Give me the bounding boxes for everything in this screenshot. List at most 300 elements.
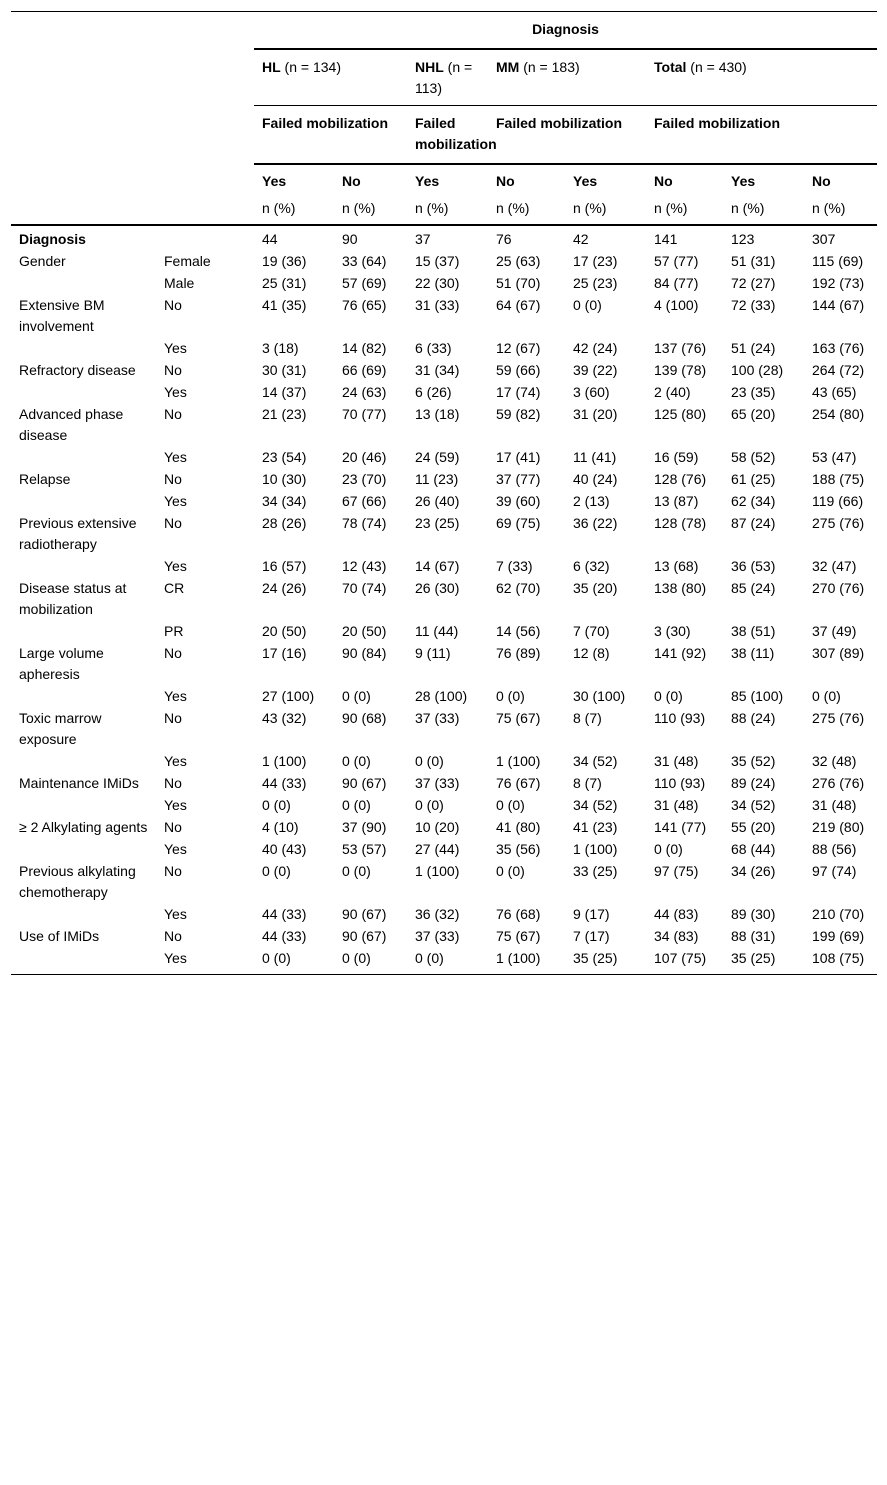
value-cell: 125 (80): [654, 406, 707, 422]
row-sublabel: Yes: [164, 688, 187, 704]
value-cell: 24 (63): [342, 384, 387, 400]
no-header: No: [646, 164, 723, 198]
value-cell: 31 (34): [415, 362, 460, 378]
row-sublabel: No: [164, 406, 182, 422]
row-sublabel: No: [164, 645, 182, 661]
value-cell: 163 (76): [812, 340, 865, 356]
value-cell: 6 (32): [573, 558, 610, 574]
value-cell: 37 (77): [496, 471, 541, 487]
row-label: Diagnosis: [19, 231, 86, 247]
row-label: Use of IMiDs: [19, 928, 100, 944]
value-cell: 35 (52): [731, 753, 776, 769]
value-cell: 123: [731, 231, 755, 247]
table-row: [11, 795, 877, 817]
value-cell: 84 (77): [654, 275, 699, 291]
value-cell: 8 (7): [573, 710, 602, 726]
value-cell: 28 (100): [415, 688, 468, 704]
value-cell: 1 (100): [496, 753, 541, 769]
value-cell: 24 (26): [262, 580, 307, 596]
value-cell: 42: [573, 231, 589, 247]
value-cell: 4 (100): [654, 297, 699, 313]
row-label: [11, 338, 156, 360]
value-cell: 0 (0): [812, 688, 841, 704]
row-sublabel: No: [164, 928, 182, 944]
value-cell: 31 (48): [654, 797, 699, 813]
row-sublabel: No: [164, 362, 182, 378]
row-sublabel: Yes: [164, 449, 187, 465]
failed-mobilization-mm: Failed mobilization: [488, 106, 646, 165]
value-cell: 0 (0): [573, 297, 602, 313]
value-cell: 1 (100): [573, 841, 618, 857]
row-sublabel: PR: [164, 623, 184, 639]
value-cell: 0 (0): [496, 863, 525, 879]
value-cell: 141 (92): [654, 645, 707, 661]
group-header-total: [646, 49, 877, 106]
value-cell: 36 (22): [573, 515, 618, 531]
value-cell: 8 (7): [573, 775, 602, 791]
row-sublabel: No: [164, 819, 182, 835]
value-cell: 76 (67): [496, 775, 541, 791]
row-label: [11, 556, 156, 578]
value-cell: 2 (13): [573, 493, 610, 509]
table-row: [11, 382, 877, 404]
value-cell: 90 (67): [342, 906, 387, 922]
value-cell: 30 (31): [262, 362, 307, 378]
value-cell: 58 (52): [731, 449, 776, 465]
table-row: [11, 751, 877, 773]
value-cell: 43 (32): [262, 710, 307, 726]
value-cell: 41 (80): [496, 819, 541, 835]
value-cell: 0 (0): [262, 863, 291, 879]
value-cell: 53 (47): [812, 449, 857, 465]
value-cell: 141: [654, 231, 678, 247]
yes-header: Yes: [723, 164, 804, 198]
value-cell: 27 (100): [262, 688, 315, 704]
unit-header: n (%): [496, 200, 530, 216]
row-sublabel: Yes: [164, 558, 187, 574]
value-cell: 32 (48): [812, 753, 857, 769]
table-row: [11, 621, 877, 643]
value-cell: 42 (24): [573, 340, 618, 356]
value-cell: 210 (70): [812, 906, 865, 922]
value-cell: 24 (59): [415, 449, 460, 465]
value-cell: 264 (72): [812, 362, 865, 378]
value-cell: 59 (66): [496, 362, 541, 378]
unit-header: n (%): [415, 200, 449, 216]
value-cell: 128 (78): [654, 515, 707, 531]
table-row: [11, 578, 877, 621]
value-cell: 51 (70): [496, 275, 541, 291]
value-cell: 72 (33): [731, 297, 776, 313]
row-sublabel: [156, 225, 254, 251]
value-cell: 3 (60): [573, 384, 610, 400]
value-cell: 33 (25): [573, 863, 618, 879]
value-cell: 34 (52): [573, 753, 618, 769]
value-cell: 19 (36): [262, 253, 307, 269]
value-cell: 57 (69): [342, 275, 387, 291]
yes-header: Yes: [254, 164, 334, 198]
row-sublabel: No: [164, 297, 182, 313]
value-cell: 35 (56): [496, 841, 541, 857]
table-row: [11, 817, 877, 839]
diagnosis-header: Diagnosis: [254, 12, 877, 50]
value-cell: 144 (67): [812, 297, 865, 313]
value-cell: 7 (70): [573, 623, 610, 639]
value-cell: 0 (0): [342, 688, 371, 704]
value-cell: 110 (93): [654, 775, 706, 791]
value-cell: 31 (48): [812, 797, 857, 813]
row-label: Large volume apheresis: [19, 645, 104, 682]
table-row: [11, 904, 877, 926]
value-cell: 0 (0): [334, 948, 407, 975]
row-label: [11, 839, 156, 861]
row-label: Disease status at mobilization: [19, 580, 127, 617]
value-cell: 34 (26): [731, 863, 776, 879]
value-cell: 23 (54): [262, 449, 307, 465]
value-cell: 14 (37): [262, 384, 307, 400]
row-sublabel: Yes: [164, 841, 187, 857]
value-cell: 37: [415, 231, 431, 247]
value-cell: 51 (24): [731, 340, 776, 356]
value-cell: 276 (76): [812, 775, 865, 791]
value-cell: 33 (64): [342, 253, 387, 269]
table-row: [11, 251, 877, 273]
value-cell: 22 (30): [415, 275, 460, 291]
value-cell: 43 (65): [812, 384, 857, 400]
value-cell: 1 (100): [488, 948, 565, 975]
value-cell: 192 (73): [812, 275, 865, 291]
value-cell: 1 (100): [262, 753, 307, 769]
value-cell: 44: [262, 231, 278, 247]
row-label: ≥ 2 Alkylating agents: [19, 819, 148, 835]
value-cell: 89 (24): [731, 775, 776, 791]
value-cell: 59 (82): [496, 406, 541, 422]
value-cell: 27 (44): [415, 841, 460, 857]
value-cell: 62 (70): [496, 580, 541, 596]
value-cell: 14 (56): [496, 623, 541, 639]
value-cell: 137 (76): [654, 340, 707, 356]
table-body: [11, 225, 877, 975]
value-cell: 37 (33): [415, 775, 460, 791]
value-cell: 67 (66): [342, 493, 387, 509]
value-cell: 87 (24): [731, 515, 776, 531]
value-cell: 69 (75): [496, 515, 541, 531]
value-cell: 44 (33): [262, 928, 307, 944]
group-abbr: NHL: [415, 59, 444, 75]
row-sublabel: No: [164, 471, 182, 487]
value-cell: 9 (17): [573, 906, 610, 922]
no-header: No: [488, 164, 565, 198]
value-cell: 0 (0): [496, 688, 525, 704]
failed-mobilization-hl: Failed mobilization: [254, 106, 407, 165]
value-cell: 270 (76): [812, 580, 865, 596]
table-row: [11, 643, 877, 686]
value-cell: 85 (24): [731, 580, 776, 596]
unit-header: n (%): [262, 200, 296, 216]
value-cell: 15 (37): [415, 253, 460, 269]
value-cell: 97 (75): [654, 863, 699, 879]
value-cell: 12 (67): [496, 340, 541, 356]
value-cell: 2 (40): [654, 384, 691, 400]
value-cell: 44 (33): [262, 906, 307, 922]
table-row: [11, 948, 877, 975]
value-cell: 44 (33): [262, 775, 307, 791]
value-cell: 139 (78): [654, 362, 707, 378]
group-n: (n = 430): [686, 59, 747, 75]
value-cell: 88 (24): [731, 710, 776, 726]
row-label: [11, 447, 156, 469]
value-cell: 3 (18): [262, 340, 299, 356]
value-cell: 28 (26): [262, 515, 307, 531]
value-cell: 7 (17): [573, 928, 610, 944]
value-cell: 36 (32): [415, 906, 460, 922]
value-cell: 13 (87): [654, 493, 699, 509]
group-abbr: HL: [262, 59, 281, 75]
value-cell: 41 (35): [262, 297, 307, 313]
row-label: Relapse: [19, 471, 71, 487]
value-cell: 90: [342, 231, 358, 247]
value-cell: 97 (74): [812, 863, 857, 879]
value-cell: 26 (30): [415, 580, 460, 596]
value-cell: 254 (80): [812, 406, 865, 422]
value-cell: 20 (46): [342, 449, 387, 465]
value-cell: 100 (28): [731, 362, 784, 378]
value-cell: 34 (34): [262, 493, 307, 509]
row-label: [11, 273, 156, 295]
row-label: [11, 904, 156, 926]
value-cell: 6 (33): [415, 340, 452, 356]
unit-header: n (%): [654, 200, 688, 216]
value-cell: 0 (0): [407, 948, 488, 975]
table-row: [11, 447, 877, 469]
value-cell: 75 (67): [496, 710, 541, 726]
unit-header: n (%): [573, 200, 607, 216]
value-cell: 35 (25): [565, 948, 646, 975]
value-cell: 10 (20): [415, 819, 460, 835]
value-cell: 70 (74): [342, 580, 387, 596]
value-cell: 11 (23): [415, 471, 459, 487]
table-row: [11, 295, 877, 338]
value-cell: 78 (74): [342, 515, 387, 531]
value-cell: 37 (90): [342, 819, 387, 835]
row-sublabel: Yes: [156, 948, 254, 975]
row-sublabel: Male: [164, 275, 195, 291]
value-cell: 0 (0): [415, 753, 444, 769]
value-cell: 76 (65): [342, 297, 387, 313]
no-header: No: [334, 164, 407, 198]
no-header: No: [804, 164, 877, 198]
value-cell: 10 (30): [262, 471, 307, 487]
value-cell: 20 (50): [342, 623, 387, 639]
value-cell: 68 (44): [731, 841, 776, 857]
value-cell: 7 (33): [496, 558, 533, 574]
row-label: [11, 795, 156, 817]
group-n: (n = 183): [519, 59, 580, 75]
table-row: [11, 513, 877, 556]
value-cell: 44 (83): [654, 906, 699, 922]
value-cell: 12 (43): [342, 558, 387, 574]
row-sublabel: Yes: [164, 906, 187, 922]
value-cell: 39 (60): [496, 493, 541, 509]
value-cell: 14 (67): [415, 558, 460, 574]
value-cell: 76 (89): [496, 645, 541, 661]
value-cell: 1 (100): [415, 863, 460, 879]
value-cell: 64 (67): [496, 297, 541, 313]
value-cell: 17 (23): [573, 253, 618, 269]
value-cell: 115 (69): [812, 253, 864, 269]
value-cell: 51 (31): [731, 253, 776, 269]
value-cell: 275 (76): [812, 710, 865, 726]
value-cell: 39 (22): [573, 362, 618, 378]
value-cell: 3 (30): [654, 623, 691, 639]
value-cell: 35 (25): [723, 948, 804, 975]
row-sublabel: No: [164, 710, 182, 726]
value-cell: 17 (41): [496, 449, 541, 465]
value-cell: 16 (57): [262, 558, 307, 574]
value-cell: 11 (44): [415, 623, 459, 639]
value-cell: 107 (75): [646, 948, 723, 975]
value-cell: 85 (100): [731, 688, 784, 704]
table-row: [11, 273, 877, 295]
value-cell: 40 (24): [573, 471, 618, 487]
value-cell: 0 (0): [342, 753, 371, 769]
value-cell: 188 (75): [812, 471, 865, 487]
row-sublabel: Female: [164, 253, 211, 269]
value-cell: 4 (10): [262, 819, 299, 835]
value-cell: 90 (84): [342, 645, 387, 661]
table-row: [11, 773, 877, 795]
table-row: [11, 926, 877, 948]
value-cell: 23 (35): [731, 384, 776, 400]
row-label: [11, 491, 156, 513]
value-cell: 38 (11): [731, 645, 775, 661]
value-cell: 138 (80): [654, 580, 707, 596]
results-table: [11, 11, 877, 975]
value-cell: 34 (52): [731, 797, 776, 813]
value-cell: 25 (31): [262, 275, 307, 291]
value-cell: 11 (41): [573, 449, 617, 465]
yes-header: Yes: [565, 164, 646, 198]
value-cell: 0 (0): [342, 797, 371, 813]
value-cell: 55 (20): [731, 819, 776, 835]
group-header-mm: [488, 49, 646, 106]
value-cell: 90 (67): [342, 928, 387, 944]
value-cell: 53 (57): [342, 841, 387, 857]
row-label: [11, 621, 156, 643]
value-cell: 0 (0): [654, 688, 683, 704]
value-cell: 37 (49): [812, 623, 857, 639]
value-cell: 20 (50): [262, 623, 307, 639]
value-cell: 37 (33): [415, 928, 460, 944]
value-cell: 36 (53): [731, 558, 776, 574]
table-header: [11, 12, 877, 226]
row-sublabel: No: [164, 775, 182, 791]
header-blank: [11, 12, 254, 226]
value-cell: 34 (83): [654, 928, 699, 944]
row-label: Maintenance IMiDs: [19, 775, 139, 791]
value-cell: 110 (93): [654, 710, 706, 726]
table-row: [11, 360, 877, 382]
value-cell: 31 (20): [573, 406, 618, 422]
table-row: [11, 708, 877, 751]
value-cell: 6 (26): [415, 384, 452, 400]
value-cell: 32 (47): [812, 558, 857, 574]
row-label: Advanced phase disease: [19, 406, 124, 443]
group-n: (n = 134): [280, 59, 341, 75]
row-label: Toxic marrow exposure: [19, 710, 102, 747]
value-cell: 0 (0): [254, 948, 334, 975]
unit-header: n (%): [731, 200, 765, 216]
value-cell: 88 (31): [731, 928, 776, 944]
value-cell: 219 (80): [812, 819, 865, 835]
value-cell: 37 (33): [415, 710, 460, 726]
value-cell: 76: [496, 231, 512, 247]
value-cell: 199 (69): [812, 928, 865, 944]
value-cell: 25 (23): [573, 275, 618, 291]
row-label: Gender: [19, 253, 66, 269]
value-cell: 75 (67): [496, 928, 541, 944]
value-cell: 0 (0): [262, 797, 291, 813]
row-sublabel: Yes: [164, 797, 187, 813]
value-cell: 30 (100): [573, 688, 626, 704]
table-row: [11, 225, 877, 251]
value-cell: 57 (77): [654, 253, 699, 269]
value-cell: 0 (0): [496, 797, 525, 813]
row-sublabel: Yes: [164, 340, 187, 356]
row-sublabel: CR: [164, 580, 185, 596]
value-cell: 0 (0): [342, 863, 371, 879]
value-cell: 62 (34): [731, 493, 776, 509]
value-cell: 88 (56): [812, 841, 857, 857]
row-sublabel: No: [164, 863, 182, 879]
unit-header: n (%): [342, 200, 376, 216]
value-cell: 66 (69): [342, 362, 387, 378]
value-cell: 89 (30): [731, 906, 776, 922]
value-cell: 13 (68): [654, 558, 699, 574]
value-cell: 16 (59): [654, 449, 699, 465]
value-cell: 61 (25): [731, 471, 776, 487]
row-label: [11, 948, 156, 975]
value-cell: 275 (76): [812, 515, 865, 531]
value-cell: 38 (51): [731, 623, 776, 639]
value-cell: 17 (74): [496, 384, 541, 400]
row-label: Refractory disease: [19, 362, 136, 378]
table-row: [11, 839, 877, 861]
value-cell: 72 (27): [731, 275, 776, 291]
value-cell: 141 (77): [654, 819, 707, 835]
table-row: [11, 404, 877, 447]
value-cell: 12 (8): [573, 645, 610, 661]
value-cell: 40 (43): [262, 841, 307, 857]
value-cell: 23 (25): [415, 515, 460, 531]
value-cell: 65 (20): [731, 406, 776, 422]
value-cell: 26 (40): [415, 493, 460, 509]
value-cell: 90 (67): [342, 775, 387, 791]
table-row: [11, 556, 877, 578]
value-cell: 34 (52): [573, 797, 618, 813]
table-row: [11, 861, 877, 904]
value-cell: 76 (68): [496, 906, 541, 922]
value-cell: 119 (66): [812, 493, 864, 509]
value-cell: 9 (11): [415, 645, 451, 661]
value-cell: 35 (20): [573, 580, 618, 596]
value-cell: 108 (75): [804, 948, 877, 975]
group-n: (n = 113): [415, 59, 473, 96]
table-row: [11, 686, 877, 708]
group-header-hl: [254, 49, 407, 106]
yes-header: Yes: [407, 164, 488, 198]
value-cell: 23 (70): [342, 471, 387, 487]
